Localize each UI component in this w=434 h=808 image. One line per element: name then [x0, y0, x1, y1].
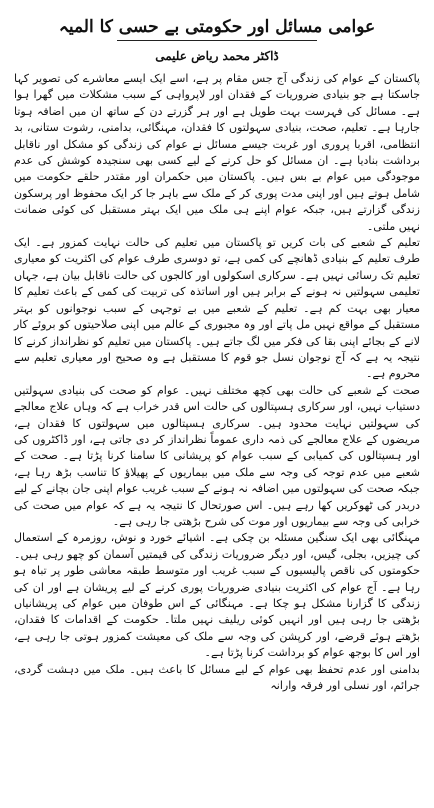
paragraph-inflation: مہنگائی بھی ایک سنگین مسئلہ بن چکی ہے۔ اشیائے خورد و نوش، روزمرہ کے استعمال کی چیزیں، بجلی، گیس، اور دیگر ضروریات زندگی کی قیمتیں آسمان کو چھو رہی ہیں۔ حکومتوں کی ناقص پالیسیوں کے سبب غریب اور متوسط طبقہ معاشی طور پر تباہ ہو رہا ہے۔ آج عوام کی اکثریت بنیادی ضروریات پوری کرنے کے لیے پریشان ہے اور ان کی زندگی کا گزارنا مشکل ہو چکا ہے۔ مہنگائی کے اس طوفان میں عوام کی پریشانیاں بڑھتی جا رہی ہیں اور انہیں کوئی ریلیف نہیں ملتا۔ حکومت کے اقدامات کا فقدان، بڑھتے ہوئے قرضے، اور کرپشن کی وجہ سے ملک کی معیشت کمزور ہوتی جا رہی ہے، اور اس کا بوجھ عوام کو برداشت کرنا پڑتا ہے۔: [14, 531, 420, 660]
article-body: [14, 71, 420, 694]
author-byline: ڈاکٹر محمد ریاض علیمی: [155, 49, 279, 63]
paragraph-health: صحت کے شعبے کی حالت بھی کچھ مختلف نہیں۔ عوام کو صحت کی بنیادی سہولتیں دستیاب نہیں، اور سرکاری ہسپتالوں کی حالت اس قدر خراب ہے کہ وہاں علاج معالجے کی سہولتیں نہایت محدود ہیں۔ سرکاری ہسپتالوں میں سہولتوں کا فقدان ہے، مریضوں کے علاج معالجے کی ذمہ داری عموماً نظرانداز کر دی جاتی ہے، اور ڈاکٹروں کی اور ہسپتالوں کی کمیابی کے سبب عوام کو پریشانی کا سامنا کرنا پڑتا ہے۔ صحت کے شعبے میں عدم توجہ کی وجہ سے ملک میں بیماریوں کے پھیلاؤ کا تناسب بڑھ رہا ہے، جبکہ صحت کی سہولتوں میں اضافہ نہ ہونے کے سبب غریب عوام اپنی جان بچانے کے لیے دربدر کی ٹھوکریں کھا رہے ہیں۔ اس صورتحال کا نتیجہ یہ ہے کہ عوام میں صحت کی خرابی کی وجہ سے بیماریوں اور موت کی شرح بڑھتی جا رہی ہے۔: [14, 383, 420, 528]
paragraph-intro: پاکستان کے عوام کی زندگی آج جس مقام پر ہے، اسے ایک ایسے معاشرے کی تصویر کہا جاسکتا ہے جو بنیادی ضروریات کے فقدان اور لاپرواہی کے سبب مشکلات میں گھرا ہوا ہے۔ مسائل کی فہرست بہت طویل ہے اور ہر گزرتے دن کے ساتھ ان میں اضافہ ہوتا جارہا ہے۔ تعلیم، صحت، بنیادی سہولتوں کا فقدان، مہنگائی، بدامنی، رشوت ستانی، بد انتظامی، اقربا پروری اور غربت جیسے مسائل نے عوام کی زندگی کو مشکل اور ناقابل برداشت بنادیا ہے۔ ان مسائل کو حل کرنے کے لیے کسی بھی سنجیدہ کوشش کی عدم موجودگی میں عوام بے بس ہیں۔ پاکستان میں حکمران اور مقتدر حلقے حکومت میں شامل ہوتے ہیں اور اپنی مدت پوری کر کے ملک سے باہر جا کر ایک محفوظ اور پرسکون زندگی گزارتے ہیں، جبکہ عوام اپنے ہی ملک میں ایک بہتر مستقبل کی کوئی ضمانت نہیں ملتی۔: [14, 72, 420, 233]
paragraph-education: تعلیم کے شعبے کی بات کریں تو پاکستان میں تعلیم کی حالت نہایت کمزور ہے۔ ایک طرف تعلیم کے بنیادی ڈھانچے کی کمی ہے، تو دوسری طرف عوام کی اکثریت کو معیاری تعلیم تک رسائی نہیں ہے۔ سرکاری اسکولوں اور کالجوں کی حالت ناقابل بیان ہے، جہاں تعلیمی سہولتیں نہ ہونے کے برابر ہیں اور اساتذہ کی تربیت کی کمی کے باعث تعلیم کا معیار بھی بہت کم ہے۔ تعلیم کے شعبے میں بے توجہی کے سبب نوجوانوں کو بہتر مستقبل کے مواقع نہیں مل پاتے اور وہ مجبوری کے عالم میں اپنی صلاحیتوں کو بروئے کار لانے کے بجائے اپنی بقا کی فکر میں لگ جاتے ہیں۔ پاکستان میں تعلیم کو نظرانداز کرنے کا نتیجہ یہ ہے کہ آج نوجوان نسل جو قوم کا مستقبل ہے وہ صحیح اور معیاری تعلیم سے محروم ہے۔: [14, 236, 420, 381]
article-title: عوامی مسائل اور حکومتی بے حسی کا المیہ: [58, 17, 376, 37]
paragraph-security: بدامنی اور عدم تحفظ بھی عوام کے لیے مسائل کا باعث ہیں۔ ملک میں دہشت گردی، جرائم، اور نسلی اور فرقہ وارانہ: [14, 662, 420, 693]
title-underline: [117, 40, 317, 41]
